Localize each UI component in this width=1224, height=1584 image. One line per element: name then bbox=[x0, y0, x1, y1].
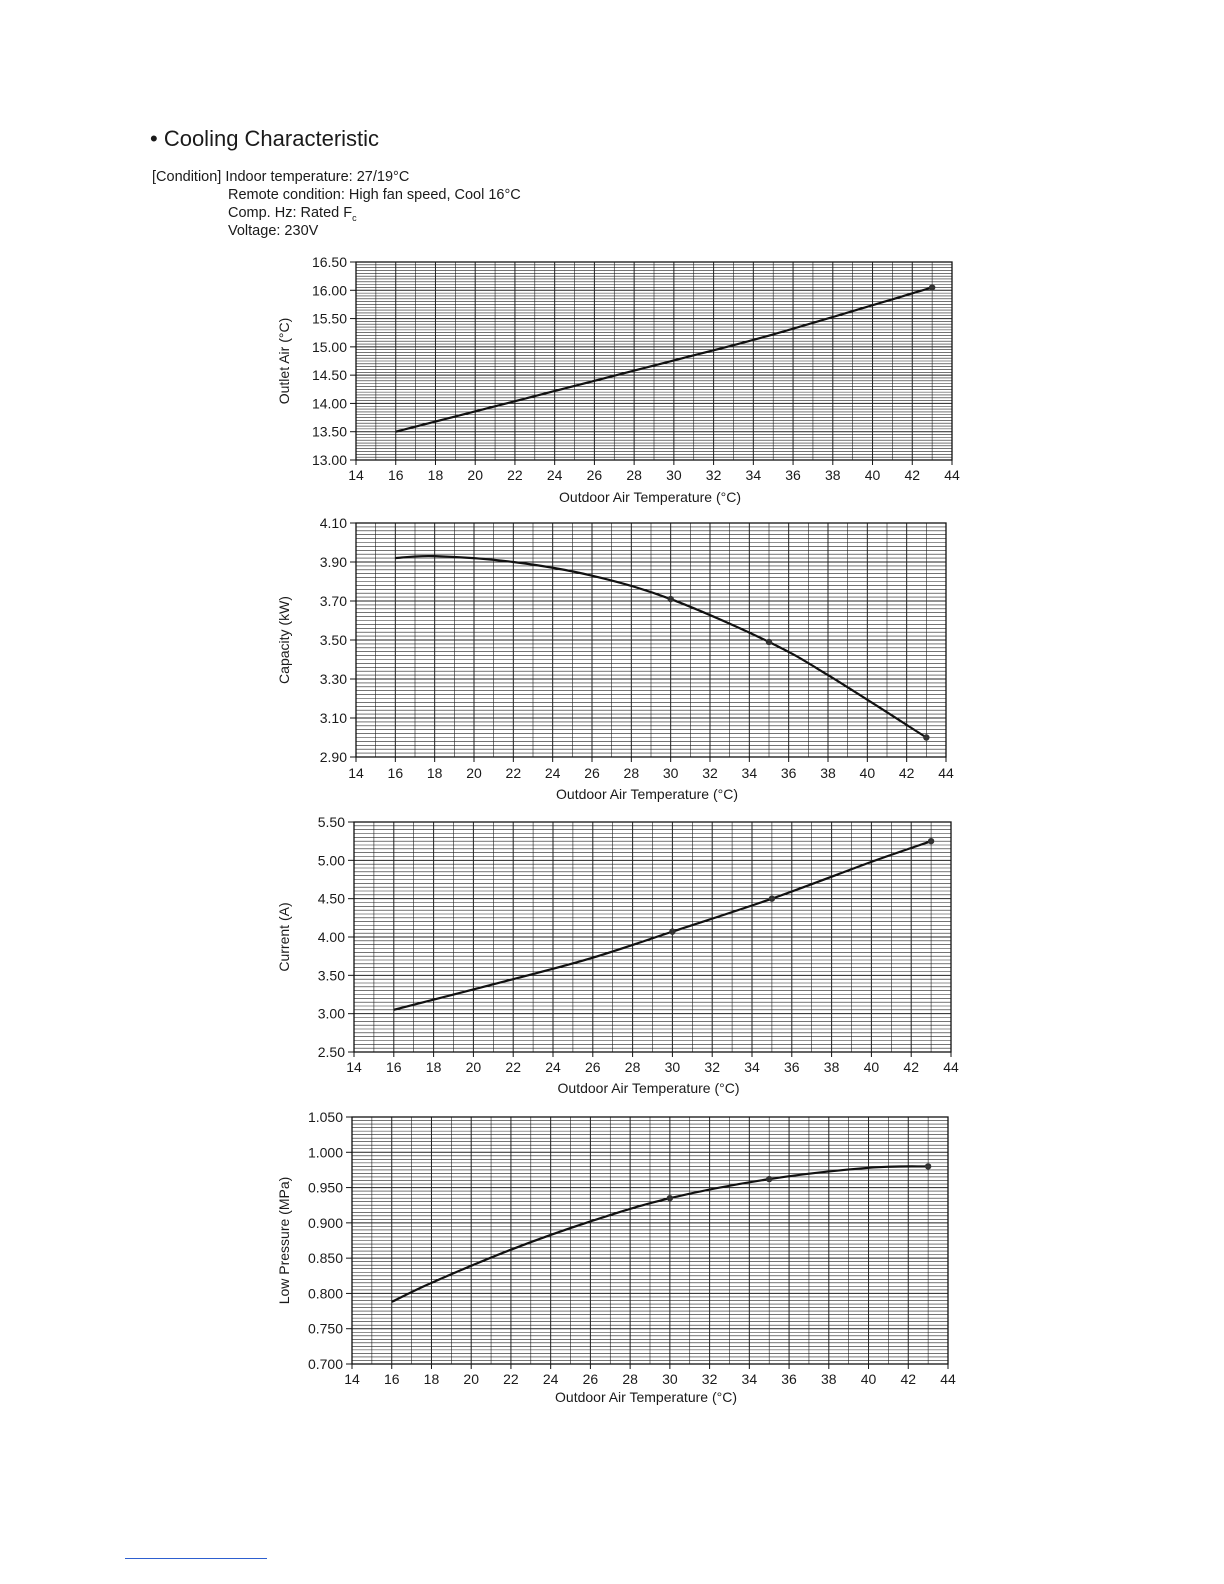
y-tick-label: 3.30 bbox=[319, 671, 347, 687]
y-tick-label: 16.50 bbox=[311, 254, 347, 270]
x-tick-label: 14 bbox=[346, 1059, 362, 1075]
x-tick-label: 24 bbox=[545, 1059, 561, 1075]
y-tick-label: 5.00 bbox=[317, 852, 345, 869]
x-tick-label: 18 bbox=[426, 765, 443, 781]
x-tick-label: 14 bbox=[344, 1371, 360, 1387]
x-tick-label: 36 bbox=[781, 1371, 797, 1387]
x-tick-label: 30 bbox=[664, 1059, 681, 1075]
x-tick-label: 38 bbox=[823, 1059, 840, 1075]
x-tick-label: 44 bbox=[943, 1059, 959, 1075]
x-tick-label: 18 bbox=[425, 1059, 442, 1075]
x-axis-title: Outdoor Air Temperature (°C) bbox=[556, 786, 738, 802]
x-tick-label: 20 bbox=[465, 1059, 482, 1075]
x-tick-label: 30 bbox=[666, 467, 682, 483]
x-tick-label: 16 bbox=[386, 1059, 402, 1075]
y-axis-title: Outlet Air (°C) bbox=[276, 317, 292, 405]
chart-3 bbox=[276, 814, 959, 1096]
x-tick-label: 32 bbox=[701, 1371, 718, 1387]
y-tick-label: 3.50 bbox=[317, 967, 345, 984]
x-tick-label: 22 bbox=[505, 1059, 521, 1075]
data-point bbox=[925, 1163, 931, 1169]
y-tick-label: 0.750 bbox=[307, 1320, 343, 1337]
x-tick-label: 42 bbox=[900, 1371, 917, 1387]
y-tick-label: 16.00 bbox=[311, 282, 347, 299]
x-tick-label: 26 bbox=[582, 1371, 599, 1387]
x-tick-label: 36 bbox=[785, 467, 801, 483]
x-tick-label: 40 bbox=[863, 1059, 880, 1075]
y-tick-label: 0.850 bbox=[307, 1250, 343, 1267]
x-tick-label: 38 bbox=[825, 467, 841, 483]
x-tick-label: 26 bbox=[586, 467, 603, 483]
footer-rule bbox=[125, 1558, 267, 1559]
x-tick-label: 24 bbox=[544, 765, 561, 781]
data-point bbox=[667, 596, 673, 602]
x-tick-label: 26 bbox=[584, 765, 600, 781]
x-tick-label: 36 bbox=[780, 765, 797, 781]
page-title-text: Cooling Characteristic bbox=[163, 126, 380, 151]
x-tick-label: 42 bbox=[903, 1059, 919, 1075]
x-tick-label: 24 bbox=[542, 1371, 559, 1387]
data-point bbox=[923, 734, 929, 740]
x-tick-label: 32 bbox=[704, 1059, 720, 1075]
x-tick-label: 44 bbox=[944, 467, 960, 483]
condition-label: [Condition] bbox=[152, 169, 222, 185]
x-tick-label: 34 bbox=[745, 467, 762, 483]
x-tick-label: 18 bbox=[423, 1371, 440, 1387]
x-tick-label: 42 bbox=[898, 765, 915, 781]
y-axis-title: Current (A) bbox=[276, 902, 292, 972]
x-tick-label: 32 bbox=[705, 467, 722, 483]
y-tick-label: 15.00 bbox=[311, 338, 347, 355]
condition-comp-text: Comp. Hz: Rated F bbox=[228, 205, 353, 221]
chart-2 bbox=[276, 515, 954, 802]
data-point bbox=[766, 1176, 772, 1182]
y-tick-label: 4.00 bbox=[317, 929, 345, 945]
x-tick-label: 30 bbox=[662, 1371, 678, 1387]
y-tick-label: 1.000 bbox=[307, 1144, 343, 1161]
x-tick-label: 34 bbox=[741, 1371, 758, 1387]
x-tick-label: 28 bbox=[624, 1059, 641, 1075]
x-tick-label: 22 bbox=[503, 1371, 519, 1387]
y-tick-label: 13.00 bbox=[311, 452, 347, 468]
y-tick-label: 4.50 bbox=[317, 890, 345, 907]
y-tick-label: 14.00 bbox=[311, 395, 347, 412]
x-tick-label: 38 bbox=[820, 765, 836, 781]
condition-line-indoor: Indoor temperature: 27/19°C bbox=[225, 169, 410, 185]
x-tick-label: 16 bbox=[383, 1371, 400, 1387]
x-tick-label: 34 bbox=[741, 765, 758, 781]
chart-4 bbox=[276, 1109, 956, 1405]
x-tick-label: 16 bbox=[387, 765, 404, 781]
series-line bbox=[396, 287, 932, 431]
x-tick-label: 28 bbox=[622, 1371, 638, 1387]
data-point bbox=[928, 838, 934, 844]
y-tick-label: 0.900 bbox=[307, 1214, 343, 1231]
x-axis-title: Outdoor Air Temperature (°C) bbox=[557, 1080, 740, 1096]
x-tick-label: 44 bbox=[940, 1371, 956, 1387]
y-tick-label: 3.90 bbox=[319, 554, 347, 570]
x-tick-label: 44 bbox=[938, 765, 954, 781]
x-tick-label: 34 bbox=[744, 1059, 760, 1075]
y-tick-label: 1.050 bbox=[307, 1109, 343, 1125]
x-tick-label: 18 bbox=[427, 467, 444, 483]
x-tick-label: 40 bbox=[864, 467, 881, 483]
y-tick-label: 2.90 bbox=[319, 749, 347, 765]
x-axis-title: Outdoor Air Temperature (°C) bbox=[555, 1389, 737, 1405]
y-tick-label: 3.00 bbox=[317, 1005, 345, 1022]
y-tick-label: 3.70 bbox=[319, 593, 347, 609]
y-tick-label: 3.50 bbox=[319, 632, 347, 648]
x-tick-label: 16 bbox=[387, 467, 404, 483]
y-tick-label: 13.50 bbox=[311, 423, 347, 440]
x-tick-label: 26 bbox=[585, 1059, 601, 1075]
x-tick-label: 32 bbox=[702, 765, 718, 781]
y-tick-label: 5.50 bbox=[317, 814, 345, 830]
y-tick-label: 0.950 bbox=[307, 1179, 343, 1196]
x-tick-label: 22 bbox=[507, 467, 523, 483]
series-line bbox=[392, 1166, 928, 1302]
y-tick-label: 2.50 bbox=[317, 1044, 345, 1060]
chart-1 bbox=[276, 254, 960, 505]
x-tick-label: 36 bbox=[784, 1059, 800, 1075]
y-tick-label: 3.10 bbox=[319, 710, 347, 726]
page-title: • Cooling Characteristic bbox=[150, 126, 380, 151]
x-tick-label: 14 bbox=[348, 467, 364, 483]
data-point bbox=[766, 639, 772, 645]
data-point bbox=[667, 1195, 673, 1201]
data-point bbox=[769, 895, 775, 901]
x-tick-label: 20 bbox=[466, 765, 482, 781]
y-tick-label: 15.50 bbox=[311, 310, 347, 327]
x-tick-label: 38 bbox=[821, 1371, 837, 1387]
condition-line-voltage: Voltage: 230V bbox=[228, 223, 319, 239]
x-tick-label: 40 bbox=[860, 1371, 877, 1387]
x-tick-label: 14 bbox=[348, 765, 364, 781]
y-axis-title: Low Pressure (MPa) bbox=[276, 1176, 292, 1305]
y-tick-label: 0.700 bbox=[307, 1356, 343, 1372]
y-tick-label: 4.10 bbox=[319, 515, 347, 531]
y-axis-title: Capacity (kW) bbox=[276, 596, 292, 684]
x-tick-label: 24 bbox=[546, 467, 563, 483]
x-tick-label: 22 bbox=[505, 765, 522, 781]
x-tick-label: 40 bbox=[859, 765, 876, 781]
y-tick-label: 14.50 bbox=[311, 367, 347, 384]
x-tick-label: 20 bbox=[463, 1371, 479, 1387]
data-point bbox=[669, 928, 675, 934]
x-tick-label: 28 bbox=[623, 765, 640, 781]
y-tick-label: 0.800 bbox=[307, 1285, 343, 1302]
condition-comp-subscript: c bbox=[352, 212, 357, 223]
x-tick-label: 42 bbox=[904, 467, 921, 483]
x-axis-title: Outdoor Air Temperature (°C) bbox=[559, 489, 741, 505]
x-tick-label: 20 bbox=[467, 467, 483, 483]
x-tick-label: 30 bbox=[662, 765, 679, 781]
condition-line-remote: Remote condition: High fan speed, Cool 16°C bbox=[228, 187, 521, 203]
x-tick-label: 28 bbox=[626, 467, 642, 483]
data-point bbox=[929, 284, 935, 290]
